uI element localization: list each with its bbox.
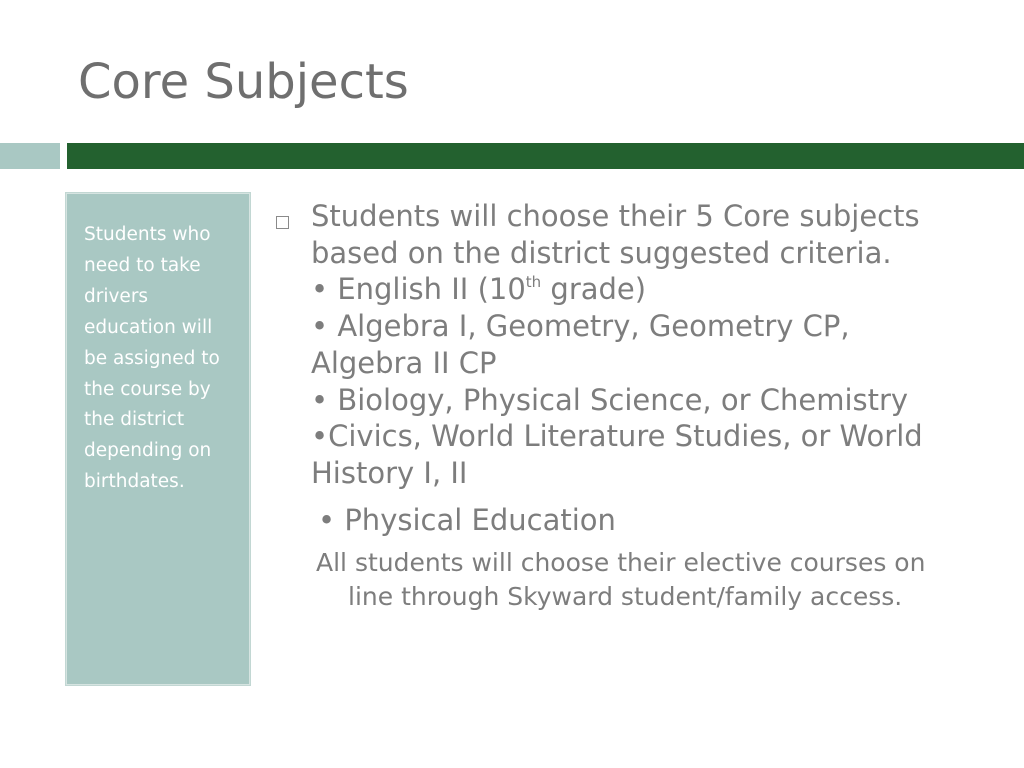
intro-line-1: Students will choose their 5 Core subjects xyxy=(311,199,920,233)
slide-title: Core Subjects xyxy=(78,54,409,110)
content-area xyxy=(276,198,996,614)
english-suffix: grade) xyxy=(541,272,647,307)
elective-note xyxy=(316,546,996,614)
square-bullet-icon xyxy=(276,216,289,229)
physical-education-line: • Physical Education xyxy=(318,502,616,537)
accent-band-light xyxy=(0,143,60,169)
sidebar-note-text: Students who need to take drivers education will be assigned to the course by the district depending on birthdates. xyxy=(84,224,220,493)
sidebar-note-box xyxy=(66,193,250,685)
english-line xyxy=(311,271,996,308)
core-subjects-list xyxy=(311,198,996,492)
math-line-2: Algebra II CP xyxy=(311,345,497,380)
math-line-1: • Algebra I, Geometry, Geometry CP, xyxy=(311,309,850,344)
science-line: • Biology, Physical Science, or Chemistry xyxy=(311,382,909,417)
social-line-2: History I, II xyxy=(311,455,468,490)
accent-band-dark xyxy=(67,143,1024,169)
social-line-1: •Civics, World Literature Studies, or World xyxy=(311,419,923,454)
english-prefix: • English II (10 xyxy=(311,272,526,307)
elective-line-2: line through Skyward student/family access. xyxy=(348,581,903,611)
english-superscript: th xyxy=(525,273,542,292)
intro-line-2: based on the district suggested criteria. xyxy=(311,235,892,270)
elective-line-1: All students will choose their elective courses on xyxy=(316,547,926,577)
